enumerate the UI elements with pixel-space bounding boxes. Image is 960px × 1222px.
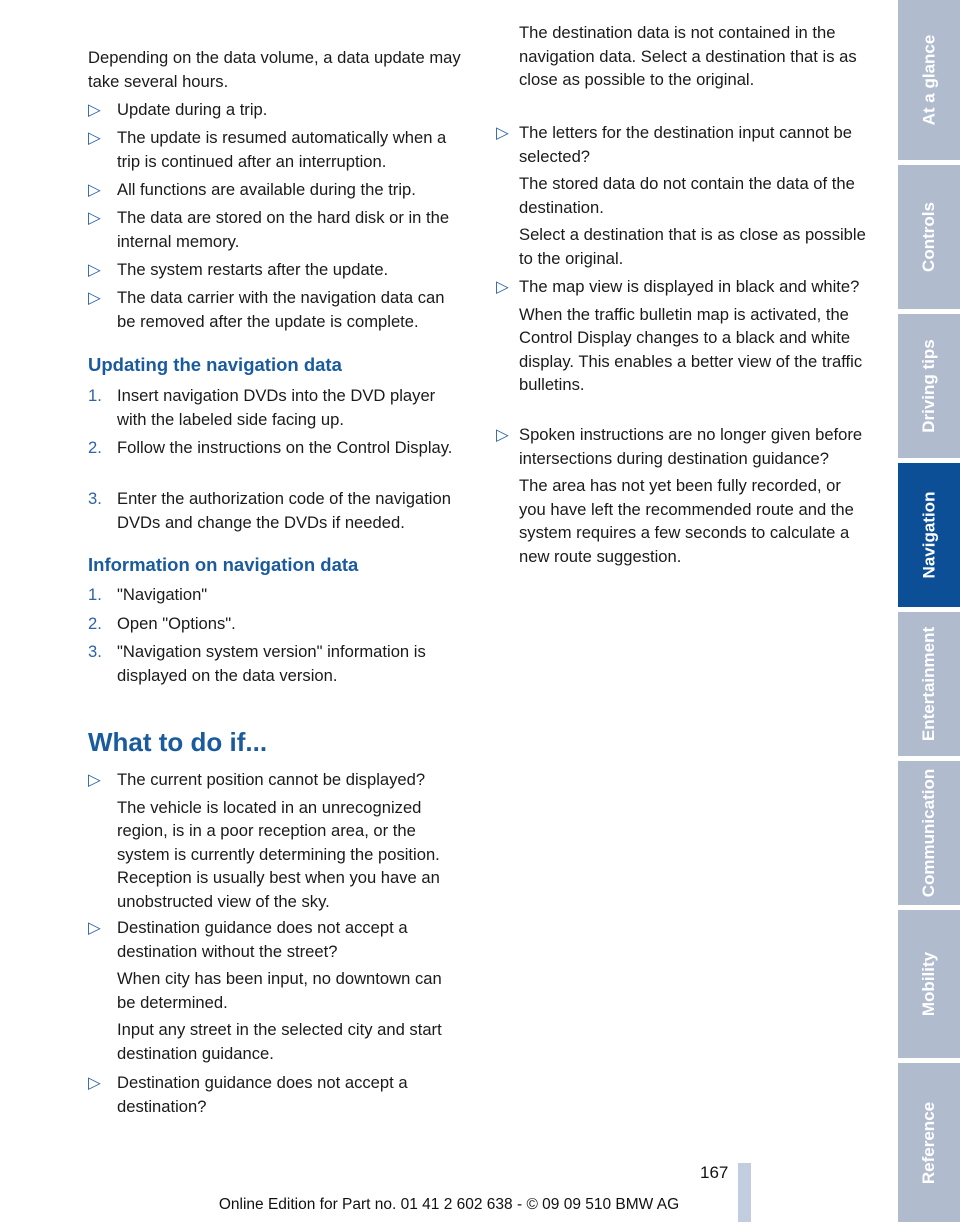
tab-navigation[interactable]: Navigation xyxy=(898,463,960,607)
footer: Online Edition for Part no. 01 41 2 602 638 - © 09 09 510 BMW AG xyxy=(218,1196,680,1213)
list-item: ▷ Destination guidance does not accept a destination without the street? When city has been input, no downtown can be determined. Input any street in the selected city and start destination guidance. xyxy=(88,918,442,1063)
triangle-bullet-icon: ▷ xyxy=(496,277,509,296)
tab-at-a-glance[interactable]: At a glance xyxy=(898,0,960,160)
tab-reference[interactable]: Reference xyxy=(898,1063,960,1222)
list-item: ▷ The current position cannot be displayed? The vehicle is located in an unrecognized region, is in a poor reception area, or the system is currently determining the position. Reception is usually best when you have an unobstructed view of the sky. xyxy=(88,770,440,911)
tab-communication[interactable]: Communication xyxy=(898,761,960,905)
chapter-heading: What to do if... xyxy=(88,727,268,757)
list-item: 1. Insert navigation DVDs into the DVD player with the labeled side facing up. xyxy=(88,386,436,429)
section-heading-info: Information on navigation data xyxy=(88,554,359,575)
list-item: 2. Follow the instructions on the Control Display. xyxy=(88,438,453,457)
triangle-bullet-icon: ▷ xyxy=(496,123,509,142)
list-item: ▷ Update during a trip. xyxy=(88,98,464,122)
intro-paragraph: Depending on the data volume, a data update may take several hours. xyxy=(88,48,461,91)
tab-driving-tips[interactable]: Driving tips xyxy=(898,314,960,458)
list-item: ▷ All functions are available during the trip. xyxy=(88,178,464,202)
list-item: ▷ The update is resumed automatically when a trip is continued after an interruption. xyxy=(88,128,447,171)
list-item: 3. Enter the authorization code of the navigation DVDs and change the DVDs if needed. xyxy=(88,489,451,532)
list-item: ▷ Spoken instructions are no longer given before intersections during destination guidance? The area has not yet been fully recorded, or you have left the recommended route and the system requires a few seconds to calculate a new route suggestion. xyxy=(496,425,863,566)
list-item: ▷ The data carrier with the navigation data can be removed after the update is complete. xyxy=(88,288,445,331)
tab-controls[interactable]: Controls xyxy=(898,165,960,309)
list-item: 1. "Navigation" xyxy=(88,585,208,604)
list-item: ▷ The letters for the destination input cannot be selected? The stored data do not contain the data of the destination. Select a destination that is as close as possible to the original. xyxy=(496,123,866,268)
triangle-bullet-icon: ▷ xyxy=(88,288,101,307)
list-item: ▷ Destination guidance does not accept a destination? xyxy=(88,1073,408,1116)
list-item: ▷ The map view is displayed in black and white? When the traffic bulletin map is activated, the Control Display changes to a black and white display. This enables a better view of the traffic bulletins. xyxy=(496,277,863,394)
list-item: 3. "Navigation system version" information is displayed on the data version. xyxy=(88,642,426,685)
section-heading-updating: Updating the navigation data xyxy=(88,354,342,375)
tab-mobility[interactable]: Mobility xyxy=(898,910,960,1058)
list-item: ▷ The system restarts after the update. xyxy=(88,258,464,282)
page-number: 167 xyxy=(700,1163,729,1182)
triangle-bullet-icon: ▷ xyxy=(88,1073,101,1092)
triangle-bullet-icon: ▷ xyxy=(88,208,101,227)
triangle-bullet-icon: ▷ xyxy=(88,180,101,199)
list-item: 2. Open "Options". xyxy=(88,614,236,633)
triangle-bullet-icon: ▷ xyxy=(88,770,101,789)
list-item: ▷ The data are stored on the hard disk or in the internal memory. xyxy=(88,208,450,251)
chapter-tabs xyxy=(898,0,960,1222)
continued-paragraph: The destination data is not contained in the navigation data. Select a destination that is as close as possible to the original. xyxy=(519,23,857,89)
triangle-bullet-icon: ▷ xyxy=(88,918,101,937)
tab-entertainment[interactable]: Entertainment xyxy=(898,612,960,756)
triangle-bullet-icon: ▷ xyxy=(496,425,509,444)
triangle-bullet-icon: ▷ xyxy=(88,128,101,147)
triangle-bullet-icon: ▷ xyxy=(88,260,101,279)
triangle-bullet-icon: ▷ xyxy=(88,100,101,119)
